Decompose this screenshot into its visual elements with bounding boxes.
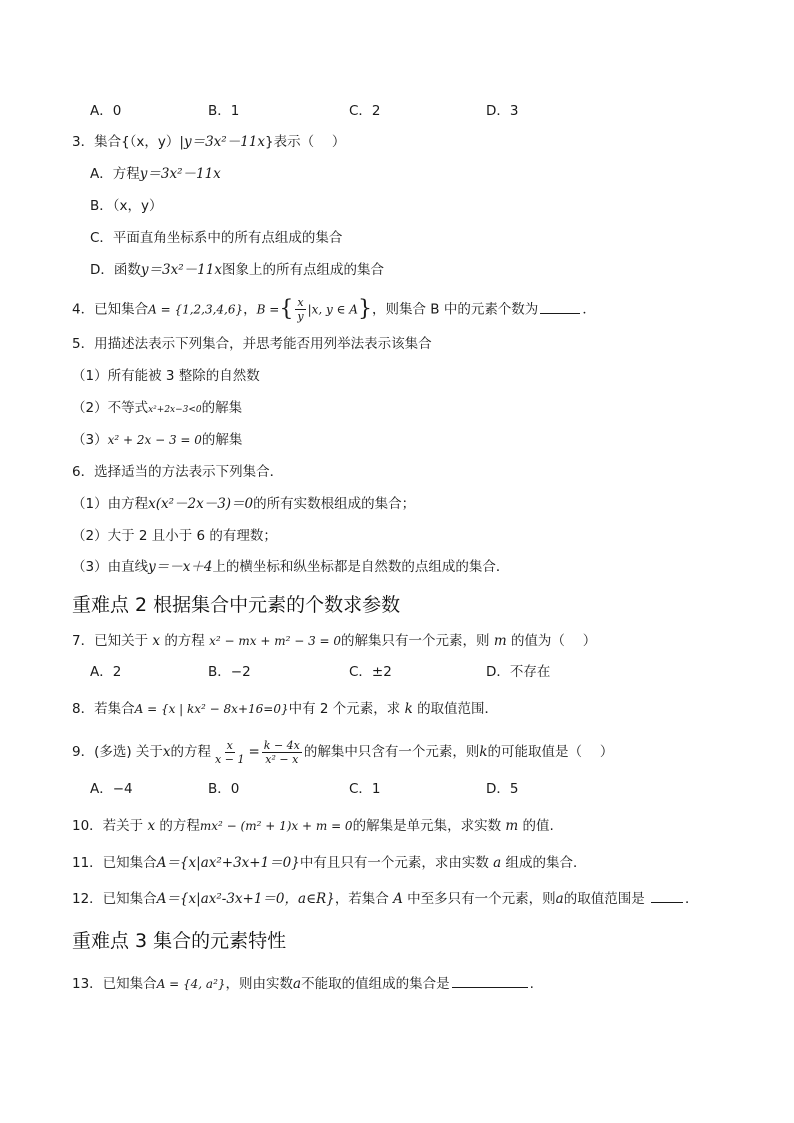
q10-var-m: m [505,818,519,834]
question-9 [72,734,613,770]
question-11 [72,853,587,873]
q7-equation: x² − mx + m² − 3 = 0 [209,634,342,648]
frac-denominator: x² − x [265,752,299,766]
question-8 [72,699,498,719]
frac-numerator: k − 4x [263,738,300,752]
frac-numerator: x [297,296,304,309]
q8-suffix-b: 的取值范围． [417,701,499,717]
q12-var-a: a [555,891,564,907]
q12-suffix-c: 的取值范围是 [563,891,645,907]
q5-p2-equation: x²+2x−3<0 [148,405,202,415]
q5-part-1: （1）所有能被 3 整除的自然数 [72,368,260,384]
q5-part-2 [72,398,242,420]
q4-prefix: 4．已知集合 [72,301,149,318]
q10-prefix: 10．若关于 [72,818,144,834]
q7-suffix-a: 的解集只有一个元素，则 [341,633,490,649]
q10-var-x: x [147,818,156,834]
q6-part-3 [72,557,509,577]
q9-option-d: D．5 [486,781,519,797]
question-13 [72,974,534,994]
frac-denominator: y [297,310,304,323]
q13-suffix-b: 不能取的值组成的集合是 [301,976,450,992]
q6-p1-suffix: 的所有实数根组成的集合； [253,496,416,512]
q8-var-k: k [404,701,413,717]
q8-suffix-a: 中有 2 个元素，求 [288,701,401,717]
q5-p2-suffix: 的解集 [201,400,243,416]
q7-var-m: m [493,633,507,649]
q11-var-a: a [493,855,502,871]
answer-blank[interactable] [452,986,528,988]
section-heading-2: 重难点 2 根据集合中元素的个数求参数 [72,594,401,616]
q12-equation: A＝{x|ax²-3x+1＝0，a∈R} [156,891,335,907]
q7-prefix: 7．已知关于 [72,633,149,649]
q8-prefix: 8．若集合 [72,701,135,717]
q9-option-b: B．0 [208,781,240,797]
q5-p2-prefix: （2）不等式 [72,400,149,416]
right-brace: } [357,296,372,322]
q4-set-b-left: B = [256,302,280,317]
option-b: B．1 [208,103,240,119]
question-4 [72,296,596,323]
q9-var-x: x [162,744,171,760]
q6-p3-suffix: 上的横坐标和纵坐标都是自然数的点组成的集合． [212,559,510,575]
q3-equation: y＝3x²－11x [183,134,266,150]
q5-p3-prefix: （3） [72,432,108,448]
q4-set-a: A = {1,2,3,4,6} [148,302,244,317]
q8-set: A = {x | kx² − 8x+16=0} [134,702,289,716]
q3-a-label: A．方程 [90,166,140,182]
q13-var-a: a [293,976,302,992]
q9-prefix: 9．(多选) 关于 [72,744,163,760]
q3-d-suffix: 图象上的所有点组成的集合 [221,262,384,278]
section-heading-3: 重难点 3 集合的元素特性 [72,930,287,952]
q6-p3-equation: y＝－x＋4 [148,559,213,575]
q3-option-a [90,164,221,184]
q9-mid: 的方程 [170,744,212,760]
q6-p1-prefix: （1）由方程 [72,496,149,512]
q6-p1-equation: x(x²－2x－3)＝0 [148,496,254,512]
frac-denominator: x − 1 [215,752,245,766]
q6-p3-prefix: （3）由直线 [72,559,149,575]
q7-option-a: A．2 [90,664,122,680]
q9-equals: = [248,744,260,760]
q4-comma: ， [243,301,257,318]
q7-var-x: x [152,633,161,649]
q4-set-b-condition: |x, y ∈ A [307,302,358,317]
q12-var-A: A [393,891,403,907]
q9-suffix-a: 的解集中只含有一个元素，则 [303,744,480,760]
answer-blank[interactable] [651,901,683,903]
q12-suffix-a: ，若集合 [334,891,389,907]
q3-d-label: D．函数 [90,262,141,278]
question-12 [72,889,699,909]
q13-end: . [529,976,534,992]
q12-end: ． [685,891,699,907]
q10-suffix-a: 的解集是单元集，求实数 [352,818,502,834]
option-a: A．0 [90,103,122,119]
option-c: C．2 [349,103,381,119]
q7-mid: 的方程 [164,633,205,649]
q4-fraction [295,296,305,323]
q13-set: A = {4, a²} [156,977,226,991]
q3-a-equation: y＝3x²－11x [139,166,221,182]
q9-fraction-right [262,739,302,766]
q6-part-2: （2）大于 2 且小于 6 的有理数； [72,528,277,544]
q9-option-a: A．−4 [90,781,133,797]
question-6-stem: 6．选择适当的方法表示下列集合． [72,464,284,480]
q7-suffix-b: 的值为（ ） [510,633,597,649]
q7-option-c: C．±2 [349,664,392,680]
q12-suffix-b: 中至多只有一个元素，则 [407,891,556,907]
q11-suffix-b: 组成的集合． [505,855,587,871]
q6-part-1 [72,494,415,514]
question-3-stem [72,132,345,152]
q10-equation: mx² − (m² + 1)x + m = 0 [199,819,353,833]
q11-equation: A＝{x|ax²+3x+1＝0} [156,855,300,871]
q4-end: ． [582,301,596,318]
q13-suffix-a: ，则由实数 [225,976,294,992]
q9-option-c: C．1 [349,781,381,797]
q4-suffix: ，则集合 B 中的元素个数为 [371,301,539,318]
question-10 [72,816,554,836]
q7-option-b: B．−2 [208,664,251,680]
question-5-stem: 5．用描述法表示下列集合，并思考能否用列举法表示该集合 [72,336,432,352]
q5-p3-equation: x² + 2x − 3 = 0 [107,433,202,447]
option-d: D．3 [486,103,519,119]
q5-p3-suffix: 的解集 [201,432,243,448]
q7-option-d: D．不存在 [486,664,551,680]
q5-part-3 [72,430,242,450]
q13-prefix: 13．已知集合 [72,976,157,992]
frac-numerator: x [226,738,233,752]
q9-var-k: k [479,744,488,760]
q10-mid: 的方程 [159,818,200,834]
answer-blank[interactable] [540,312,580,314]
q11-suffix-a: 中有且只有一个元素，求由实数 [299,855,489,871]
q3-d-equation: y＝3x²－11x [140,262,222,278]
q10-suffix-b: 的值. [522,818,554,834]
q12-prefix: 12．已知集合 [72,891,157,907]
q3-option-d [90,260,384,280]
q3-prefix: 3．集合{（x，y）| [72,134,184,150]
q11-prefix: 11．已知集合 [72,855,157,871]
left-brace: { [279,296,294,322]
q3-suffix: }表示（ ） [265,134,346,150]
q3-option-c: C．平面直角坐标系中的所有点组成的集合 [90,230,343,246]
q3-option-b: B．（x，y） [90,198,163,214]
question-7 [72,631,596,651]
q9-suffix-b: 的可能取值是（ ） [487,744,614,760]
q9-fraction-left [213,739,246,766]
